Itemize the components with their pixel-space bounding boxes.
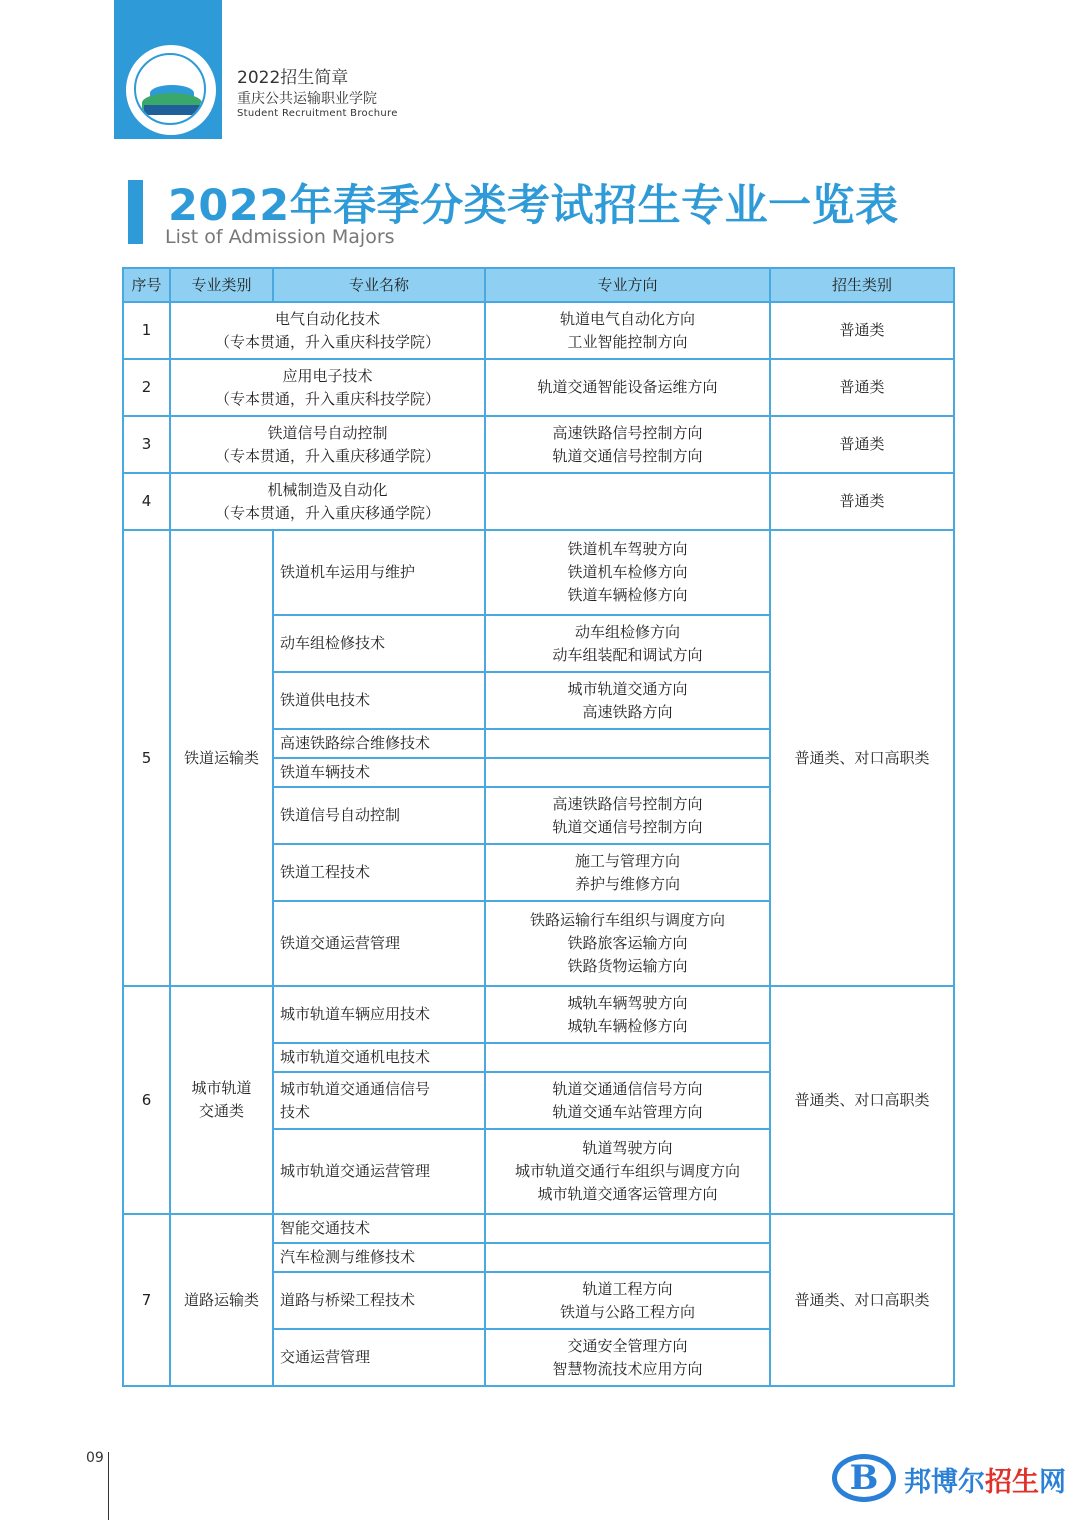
major-directions xyxy=(485,787,770,844)
major-name xyxy=(273,787,485,844)
admission-type: 普通类、对口高职类 xyxy=(770,1214,954,1386)
major-name xyxy=(170,359,485,416)
major-name xyxy=(170,302,485,359)
major-name xyxy=(273,672,485,729)
admission-type: 普通类 xyxy=(770,359,954,416)
admission-type: 普通类、对口高职类 xyxy=(770,986,954,1214)
major-directions-line: 铁道机车检修方向 xyxy=(567,563,688,581)
major-directions-line: 轨道交通通信信号方向 xyxy=(552,1079,703,1098)
major-directions-line: 轨道工程方向 xyxy=(582,1279,673,1298)
major-directions-line: 城市轨道交通方向 xyxy=(567,679,688,698)
major-name-line: （专本贯通，升入重庆科技学院） xyxy=(214,332,440,351)
major-name-line: 电气自动化技术 xyxy=(274,309,380,328)
major-directions-line: 动车组检修方向 xyxy=(574,622,680,641)
admission-type: 普通类 xyxy=(770,473,954,530)
row-number: 1 xyxy=(123,302,170,359)
major-directions-line: 轨道驾驶方向 xyxy=(582,1139,673,1157)
page-subtitle: List of Admission Majors xyxy=(165,226,395,248)
major-name-line: 机械制造及自动化 xyxy=(267,480,388,499)
major-directions-line: 城轨车辆驾驶方向 xyxy=(567,993,688,1012)
major-name-line: 汽车检测与维修技术 xyxy=(280,1248,416,1266)
major-name xyxy=(273,986,485,1043)
header-admission-type: 招生类别 xyxy=(770,268,954,302)
school-logo-icon xyxy=(126,45,216,135)
major-category-line: 道路运输类 xyxy=(183,1290,259,1309)
major-directions xyxy=(485,1272,770,1329)
row-number: 2 xyxy=(123,359,170,416)
major-name-line: 智能交通技术 xyxy=(280,1219,371,1237)
major-name xyxy=(273,615,485,672)
row-number: 6 xyxy=(123,986,170,1214)
major-directions-line: 轨道交通信号控制方向 xyxy=(552,446,703,465)
major-name-line: 高速铁路综合维修技术 xyxy=(280,734,431,752)
major-directions xyxy=(485,1043,770,1072)
major-name xyxy=(273,729,485,758)
page-number: 09 xyxy=(86,1450,104,1466)
watermark xyxy=(832,1452,1066,1504)
major-name-line: 交通运营管理 xyxy=(280,1348,371,1366)
major-category-line: 铁道运输类 xyxy=(183,748,259,767)
major-name-line: 铁道车辆技术 xyxy=(280,763,371,781)
major-directions-line: 高速铁路信号控制方向 xyxy=(552,423,703,442)
major-directions-line: 动车组装配和调试方向 xyxy=(552,645,703,664)
admission-type: 普通类 xyxy=(770,302,954,359)
major-name xyxy=(273,1329,485,1386)
majors-table xyxy=(122,267,955,1387)
major-category xyxy=(170,530,273,986)
major-name-line: 城市轨道交通运营管理 xyxy=(280,1162,431,1180)
major-name xyxy=(273,758,485,787)
table-header-row xyxy=(123,268,954,302)
major-directions-line: 城市轨道交通行车组织与调度方向 xyxy=(514,1162,740,1180)
major-directions-line: 铁道车辆检修方向 xyxy=(567,586,688,604)
major-directions xyxy=(485,729,770,758)
major-directions-line: 高速铁路方向 xyxy=(582,702,673,721)
table-row xyxy=(123,530,954,615)
major-directions xyxy=(485,986,770,1043)
major-directions xyxy=(485,530,770,615)
major-name-line: 动车组检修技术 xyxy=(280,634,386,652)
major-name-line: 铁道信号自动控制 xyxy=(267,423,388,442)
major-name-line: 铁道机车运用与维护 xyxy=(280,563,416,581)
major-category-line: 交通类 xyxy=(198,1102,244,1120)
major-name-line: 铁道工程技术 xyxy=(280,863,371,881)
major-category-line: 城市轨道 xyxy=(191,1079,252,1097)
major-name-line: 铁道交通运营管理 xyxy=(280,934,401,952)
table-row xyxy=(123,1214,954,1243)
table-row xyxy=(123,416,954,473)
major-name-line: 铁道供电技术 xyxy=(280,691,371,709)
major-directions-line: 高速铁路信号控制方向 xyxy=(552,794,703,813)
row-number: 4 xyxy=(123,473,170,530)
header-no: 序号 xyxy=(123,268,170,302)
major-name-line: 城市轨道车辆应用技术 xyxy=(280,1005,431,1023)
major-directions xyxy=(485,302,770,359)
major-directions-line: 智慧物流技术应用方向 xyxy=(552,1359,703,1378)
major-directions xyxy=(485,1129,770,1214)
major-directions xyxy=(485,416,770,473)
page-title: 2022年春季分类考试招生专业一览表 xyxy=(168,181,899,231)
major-directions xyxy=(485,1329,770,1386)
major-directions xyxy=(485,1072,770,1129)
major-directions-line: 城轨车辆检修方向 xyxy=(567,1016,688,1035)
table-row xyxy=(123,473,954,530)
table-row xyxy=(123,302,954,359)
title-accent-bar xyxy=(128,180,143,244)
major-name xyxy=(273,1214,485,1243)
major-name xyxy=(273,530,485,615)
major-directions-line: 轨道交通车站管理方向 xyxy=(552,1102,703,1121)
table-row xyxy=(123,986,954,1043)
major-directions xyxy=(485,1243,770,1272)
logo-block xyxy=(114,0,222,139)
major-directions-line: 轨道电气自动化方向 xyxy=(559,309,695,328)
watermark-logo-icon: B xyxy=(832,1454,896,1502)
major-directions-line: 施工与管理方向 xyxy=(574,851,680,870)
major-name xyxy=(170,473,485,530)
brochure-english-subtitle: Student Recruitment Brochure xyxy=(237,108,398,119)
header-direction: 专业方向 xyxy=(485,268,770,302)
major-directions-line: 城市轨道交通客运管理方向 xyxy=(537,1185,718,1203)
brochure-year-title: 2022招生简章 xyxy=(237,68,349,88)
major-directions-line: 养护与维修方向 xyxy=(574,874,680,893)
major-name xyxy=(273,1043,485,1072)
table-row xyxy=(123,359,954,416)
major-directions xyxy=(485,359,770,416)
header-category: 专业类别 xyxy=(170,268,273,302)
major-name-line: 技术 xyxy=(280,1102,311,1121)
major-name xyxy=(273,1072,485,1129)
admission-type: 普通类 xyxy=(770,416,954,473)
major-directions-line: 铁道与公路工程方向 xyxy=(559,1302,695,1321)
major-directions xyxy=(485,615,770,672)
major-name xyxy=(273,844,485,901)
header-major-name: 专业名称 xyxy=(273,268,485,302)
major-directions-line: 轨道交通智能设备运维方向 xyxy=(537,378,718,396)
row-number: 3 xyxy=(123,416,170,473)
major-directions xyxy=(485,1214,770,1243)
major-directions-line: 铁道机车驾驶方向 xyxy=(567,540,688,558)
row-number: 5 xyxy=(123,530,170,986)
major-name-line: 应用电子技术 xyxy=(282,366,373,385)
major-name-line: 道路与桥梁工程技术 xyxy=(280,1291,416,1309)
major-directions xyxy=(485,901,770,986)
major-directions-line: 铁路旅客运输方向 xyxy=(567,934,688,952)
major-name xyxy=(170,416,485,473)
major-category xyxy=(170,986,273,1214)
major-name xyxy=(273,901,485,986)
major-directions xyxy=(485,672,770,729)
major-name-line: （专本贯通，升入重庆移通学院） xyxy=(214,503,440,522)
major-directions-line: 铁路运输行车组织与调度方向 xyxy=(529,911,725,929)
major-directions-line: 交通安全管理方向 xyxy=(567,1336,688,1355)
major-directions xyxy=(485,473,770,530)
major-name-line: （专本贯通，升入重庆移通学院） xyxy=(214,446,440,465)
watermark-text: 邦博尔招生网 xyxy=(904,1467,1066,1498)
table-body xyxy=(123,302,954,1386)
school-name: 重庆公共运输职业学院 xyxy=(237,91,377,107)
major-directions-line: 轨道交通信号控制方向 xyxy=(552,817,703,836)
major-name-line: （专本贯通，升入重庆科技学院） xyxy=(214,389,440,408)
major-name-line: 城市轨道交通通信信号 xyxy=(280,1079,431,1098)
major-name-line: 铁道信号自动控制 xyxy=(280,806,401,824)
row-number: 7 xyxy=(123,1214,170,1386)
major-category xyxy=(170,1214,273,1386)
major-directions-line: 工业智能控制方向 xyxy=(567,332,688,351)
page-divider-line xyxy=(108,1452,109,1520)
admission-type: 普通类、对口高职类 xyxy=(770,530,954,986)
major-name xyxy=(273,1129,485,1214)
major-directions xyxy=(485,844,770,901)
major-name xyxy=(273,1272,485,1329)
major-directions xyxy=(485,758,770,787)
major-name xyxy=(273,1243,485,1272)
major-name-line: 城市轨道交通机电技术 xyxy=(280,1048,431,1066)
major-directions-line: 铁路货物运输方向 xyxy=(567,957,688,975)
